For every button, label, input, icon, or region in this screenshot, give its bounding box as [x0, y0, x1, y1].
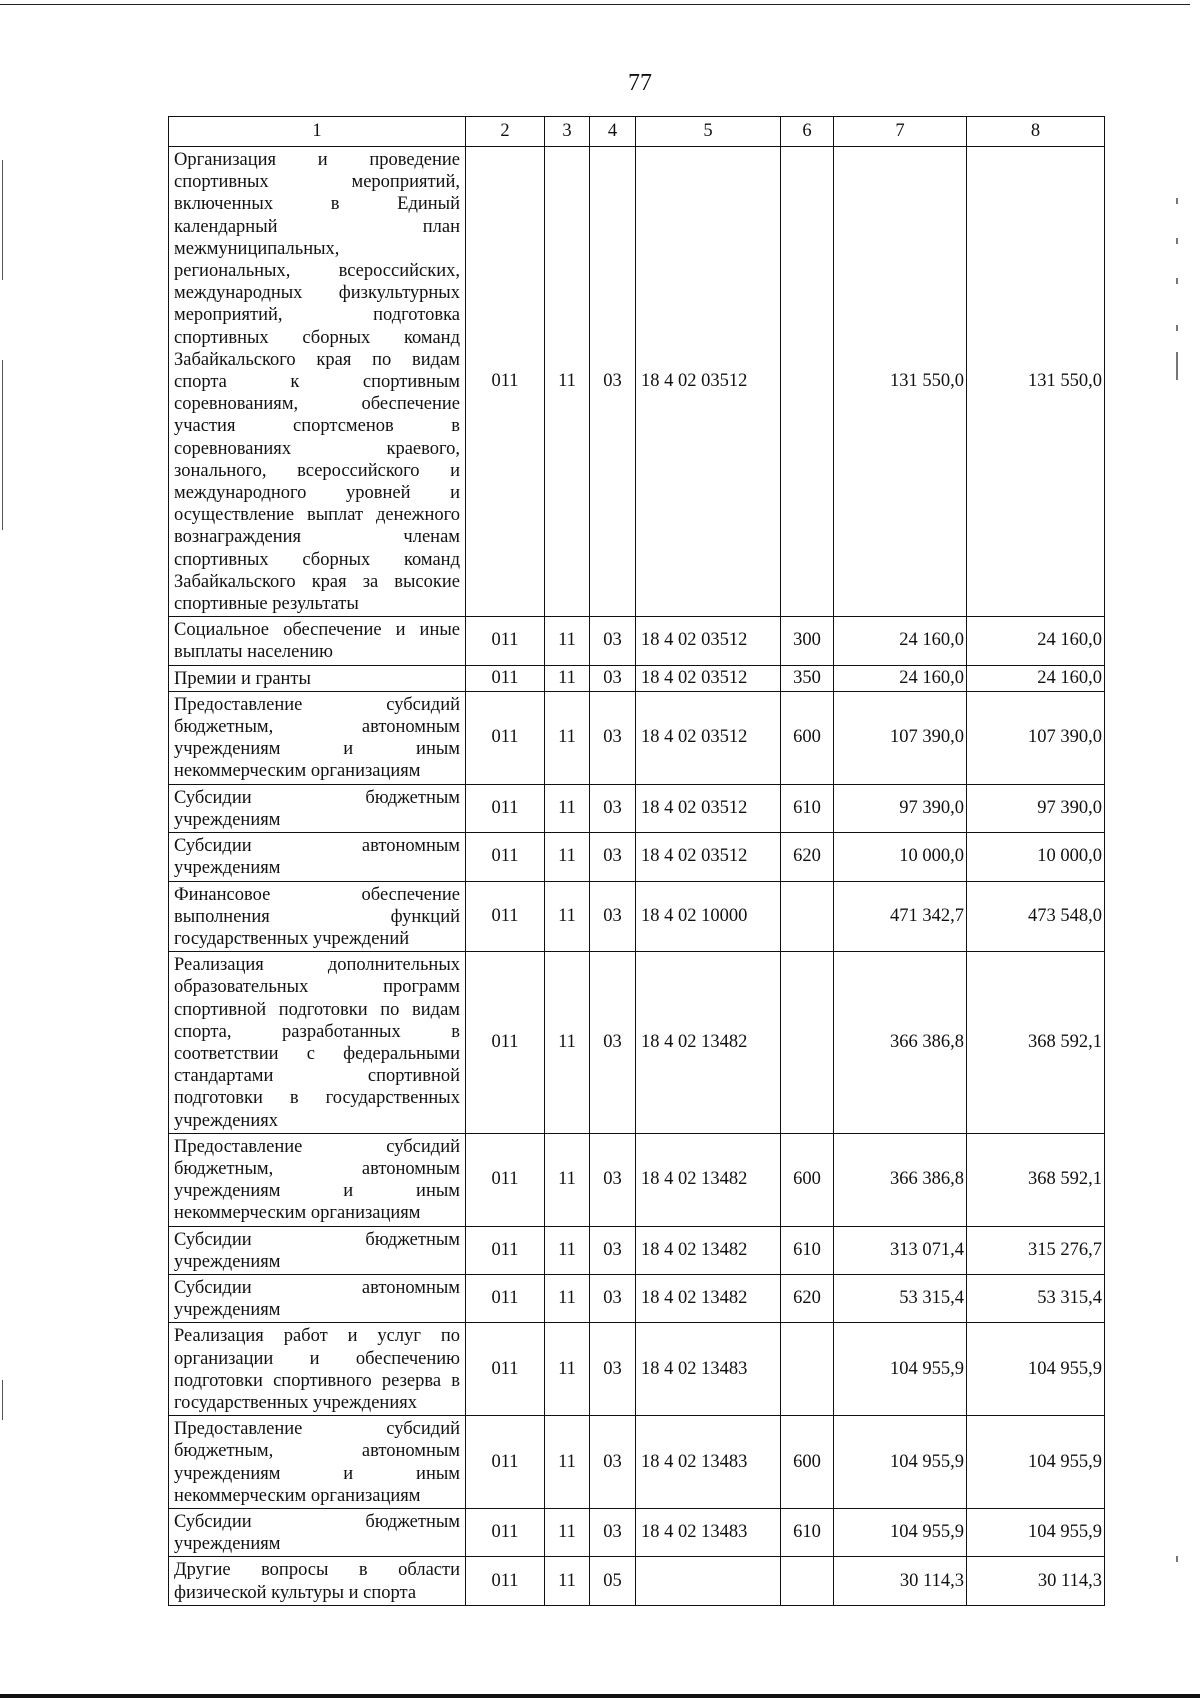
target-article-code: 18 4 02 13482	[636, 1274, 781, 1322]
ministry-code: 011	[466, 1133, 545, 1226]
subsection-code: 03	[590, 147, 636, 617]
amount-year-1: 313 071,4	[834, 1226, 967, 1274]
target-article-code: 18 4 02 13482	[636, 1226, 781, 1274]
subsection-code: 03	[590, 617, 636, 665]
item-name: Организация и проведение спортивных мероприятий, включенных в Единый календарный план межмуниципальных, региональных, всероссийских, международных физкультурных мероприятий, подготовка спортивных сборных команд Забайкальского края по видам спорта к спортивным соревнованиям, обеспечение участия спортсменов в соревнованиях краевого, зонального, всероссийского и международного уровней и осуществление выплат денежного вознаграждения членам спортивных сборных команд Забайкальского края за высокие спортивные результаты	[169, 147, 466, 617]
subsection-code: 03	[590, 1133, 636, 1226]
section-code: 11	[545, 881, 590, 952]
table-row	[169, 1133, 1105, 1226]
target-article-code: 18 4 02 03512	[636, 691, 781, 784]
column-header: 8	[967, 117, 1105, 147]
ministry-code: 011	[466, 617, 545, 665]
item-name: Предоставление субсидий бюджетным, автономным учреждениям и иным некоммерческим организациям	[169, 1416, 466, 1509]
column-header: 7	[834, 117, 967, 147]
ministry-code: 011	[466, 881, 545, 952]
target-article-code: 18 4 02 13482	[636, 952, 781, 1134]
target-article-code: 18 4 02 13483	[636, 1416, 781, 1509]
item-name: Субсидии бюджетным учреждениям	[169, 784, 466, 832]
amount-year-2: 24 160,0	[967, 665, 1105, 691]
ministry-code: 011	[466, 691, 545, 784]
table-header-row	[169, 117, 1105, 147]
section-code: 11	[545, 1133, 590, 1226]
ministry-code: 011	[466, 784, 545, 832]
item-name: Предоставление субсидий бюджетным, автономным учреждениям и иным некоммерческим организациям	[169, 1133, 466, 1226]
amount-year-2: 104 955,9	[967, 1416, 1105, 1509]
item-name: Субсидии бюджетным учреждениям	[169, 1508, 466, 1556]
amount-year-2: 315 276,7	[967, 1226, 1105, 1274]
expense-type-code: 610	[781, 784, 834, 832]
amount-year-1: 104 955,9	[834, 1323, 967, 1416]
expense-type-code	[781, 147, 834, 617]
amount-year-1: 366 386,8	[834, 1133, 967, 1226]
target-article-code: 18 4 02 03512	[636, 665, 781, 691]
amount-year-1: 53 315,4	[834, 1274, 967, 1322]
expense-type-code	[781, 881, 834, 952]
target-article-code: 18 4 02 10000	[636, 881, 781, 952]
subsection-code: 05	[590, 1557, 636, 1605]
subsection-code: 03	[590, 1274, 636, 1322]
item-name: Премии и гранты	[169, 665, 466, 691]
ministry-code: 011	[466, 1323, 545, 1416]
amount-year-1: 107 390,0	[834, 691, 967, 784]
column-header: 2	[466, 117, 545, 147]
item-name: Субсидии автономным учреждениям	[169, 833, 466, 881]
amount-year-2: 53 315,4	[967, 1274, 1105, 1322]
table-row	[169, 833, 1105, 881]
ministry-code: 011	[466, 665, 545, 691]
amount-year-2: 473 548,0	[967, 881, 1105, 952]
table-row	[169, 665, 1105, 691]
item-name: Социальное обеспечение и иные выплаты населению	[169, 617, 466, 665]
column-header: 5	[636, 117, 781, 147]
section-code: 11	[545, 1508, 590, 1556]
table-row	[169, 1226, 1105, 1274]
expense-type-code	[781, 952, 834, 1134]
target-article-code: 18 4 02 03512	[636, 784, 781, 832]
expense-type-code: 620	[781, 1274, 834, 1322]
table-row	[169, 1323, 1105, 1416]
scan-speck	[1176, 325, 1178, 331]
expense-type-code	[781, 1323, 834, 1416]
section-code: 11	[545, 784, 590, 832]
amount-year-2: 10 000,0	[967, 833, 1105, 881]
amount-year-1: 30 114,3	[834, 1557, 967, 1605]
item-name: Другие вопросы в области физической культуры и спорта	[169, 1557, 466, 1605]
section-code: 11	[545, 1416, 590, 1509]
budget-table	[168, 116, 1105, 1606]
column-header: 3	[545, 117, 590, 147]
amount-year-2: 97 390,0	[967, 784, 1105, 832]
subsection-code: 03	[590, 1323, 636, 1416]
table-row	[169, 147, 1105, 617]
scan-top-edge	[0, 4, 1190, 5]
section-code: 11	[545, 1323, 590, 1416]
scan-speck	[1176, 238, 1178, 244]
column-header: 4	[590, 117, 636, 147]
subsection-code: 03	[590, 1226, 636, 1274]
page-number: 77	[628, 70, 652, 96]
item-name: Предоставление субсидий бюджетным, автономным учреждениям и иным некоммерческим организациям	[169, 691, 466, 784]
section-code: 11	[545, 1226, 590, 1274]
section-code: 11	[545, 665, 590, 691]
target-article-code: 18 4 02 03512	[636, 147, 781, 617]
subsection-code: 03	[590, 833, 636, 881]
amount-year-1: 10 000,0	[834, 833, 967, 881]
subsection-code: 03	[590, 881, 636, 952]
expense-type-code: 600	[781, 1416, 834, 1509]
expense-type-code: 300	[781, 617, 834, 665]
amount-year-2: 104 955,9	[967, 1323, 1105, 1416]
scan-speck	[1176, 1556, 1178, 1562]
target-article-code: 18 4 02 03512	[636, 833, 781, 881]
scan-speck	[1176, 198, 1178, 204]
subsection-code: 03	[590, 952, 636, 1134]
amount-year-1: 104 955,9	[834, 1416, 967, 1509]
item-name: Реализация дополнительных образовательных программ спортивной подготовки по видам спорта, разработанных в соответствии с федеральными стандартами спортивной подготовки в государственных учреждениях	[169, 952, 466, 1134]
amount-year-1: 471 342,7	[834, 881, 967, 952]
expense-type-code: 600	[781, 691, 834, 784]
ministry-code: 011	[466, 147, 545, 617]
section-code: 11	[545, 1274, 590, 1322]
section-code: 11	[545, 617, 590, 665]
table-row	[169, 1416, 1105, 1509]
amount-year-1: 24 160,0	[834, 617, 967, 665]
table-row	[169, 1557, 1105, 1605]
section-code: 11	[545, 691, 590, 784]
amount-year-2: 24 160,0	[967, 617, 1105, 665]
subsection-code: 03	[590, 665, 636, 691]
section-code: 11	[545, 147, 590, 617]
ministry-code: 011	[466, 1416, 545, 1509]
column-header: 6	[781, 117, 834, 147]
target-article-code: 18 4 02 13482	[636, 1133, 781, 1226]
expense-type-code	[781, 1557, 834, 1605]
table-row	[169, 784, 1105, 832]
scan-bottom-edge	[0, 1694, 1200, 1698]
section-code: 11	[545, 952, 590, 1134]
amount-year-2: 131 550,0	[967, 147, 1105, 617]
expense-type-code: 610	[781, 1226, 834, 1274]
expense-type-code: 600	[781, 1133, 834, 1226]
scan-speck	[1176, 352, 1178, 380]
column-header: 1	[169, 117, 466, 147]
item-name: Субсидии автономным учреждениям	[169, 1274, 466, 1322]
amount-year-2: 368 592,1	[967, 1133, 1105, 1226]
scan-left-mark	[2, 360, 3, 530]
subsection-code: 03	[590, 1508, 636, 1556]
target-article-code: 18 4 02 13483	[636, 1508, 781, 1556]
amount-year-1: 131 550,0	[834, 147, 967, 617]
subsection-code: 03	[590, 1416, 636, 1509]
expense-type-code: 350	[781, 665, 834, 691]
amount-year-1: 104 955,9	[834, 1508, 967, 1556]
amount-year-1: 366 386,8	[834, 952, 967, 1134]
ministry-code: 011	[466, 1274, 545, 1322]
amount-year-2: 107 390,0	[967, 691, 1105, 784]
amount-year-2: 104 955,9	[967, 1508, 1105, 1556]
table-row	[169, 952, 1105, 1134]
section-code: 11	[545, 1557, 590, 1605]
target-article-code: 18 4 02 13483	[636, 1323, 781, 1416]
scan-left-mark	[2, 1380, 3, 1420]
table-row	[169, 617, 1105, 665]
item-name: Субсидии бюджетным учреждениям	[169, 1226, 466, 1274]
ministry-code: 011	[466, 833, 545, 881]
expense-type-code: 610	[781, 1508, 834, 1556]
ministry-code: 011	[466, 1557, 545, 1605]
target-article-code	[636, 1557, 781, 1605]
table-row	[169, 881, 1105, 952]
ministry-code: 011	[466, 1508, 545, 1556]
amount-year-1: 97 390,0	[834, 784, 967, 832]
item-name: Реализация работ и услуг по организации и обеспечению подготовки спортивного резерва в государственных учреждениях	[169, 1323, 466, 1416]
table-row	[169, 691, 1105, 784]
table-row	[169, 1274, 1105, 1322]
scan-speck	[1176, 278, 1178, 284]
amount-year-2: 30 114,3	[967, 1557, 1105, 1605]
subsection-code: 03	[590, 784, 636, 832]
expense-type-code: 620	[781, 833, 834, 881]
ministry-code: 011	[466, 1226, 545, 1274]
amount-year-2: 368 592,1	[967, 952, 1105, 1134]
subsection-code: 03	[590, 691, 636, 784]
amount-year-1: 24 160,0	[834, 665, 967, 691]
target-article-code: 18 4 02 03512	[636, 617, 781, 665]
ministry-code: 011	[466, 952, 545, 1134]
scan-left-mark	[2, 160, 3, 280]
item-name: Финансовое обеспечение выполнения функций государственных учреждений	[169, 881, 466, 952]
table-row	[169, 1508, 1105, 1556]
section-code: 11	[545, 833, 590, 881]
